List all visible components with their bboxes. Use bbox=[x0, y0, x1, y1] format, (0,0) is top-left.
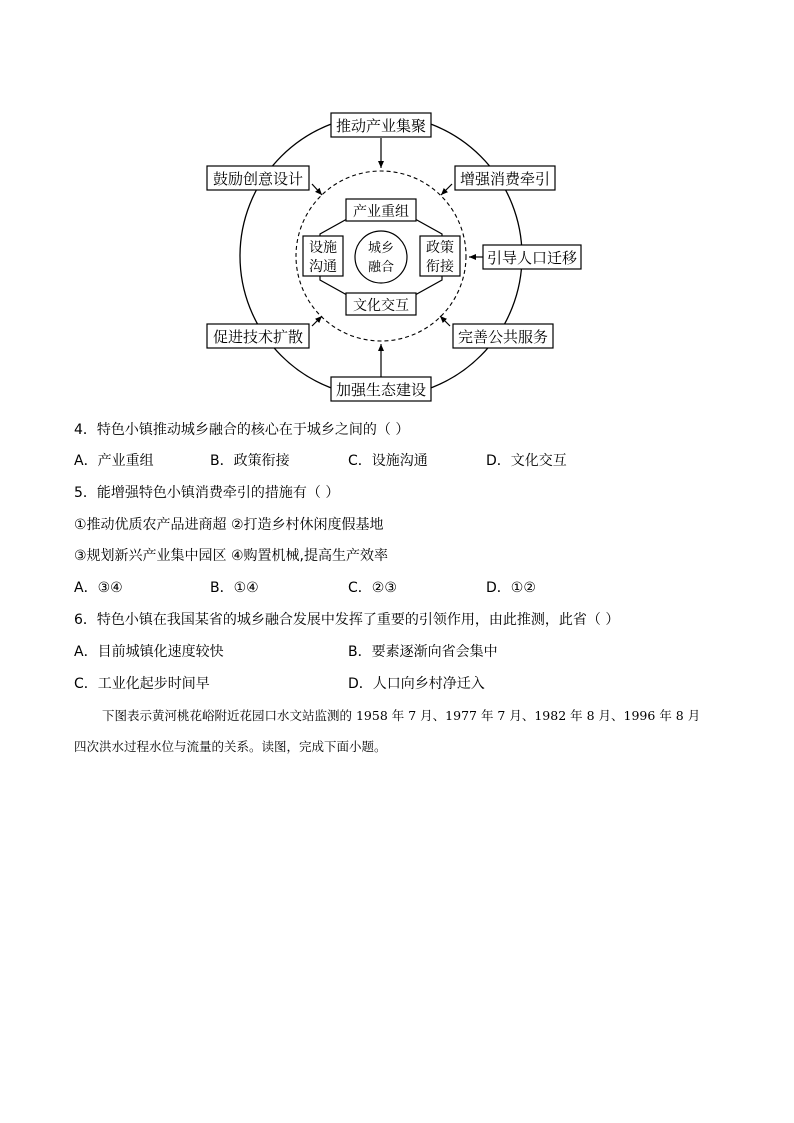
question-6-stem: 6．特色小镇在我国某省的城乡融合发展中发挥了重要的引领作用，由此推测，此省（ ） bbox=[74, 612, 620, 628]
question-6-option-d: D．人口向乡村净迁入 bbox=[348, 676, 485, 692]
center-label-2: 融合 bbox=[367, 260, 395, 275]
inner-label-left-2: 沟通 bbox=[309, 259, 337, 275]
question-5-statements-1: ①推动优质农产品进商超 ②打造乡村休闲度假基地 bbox=[74, 517, 384, 533]
label-bottom: 加强生态建设 bbox=[335, 381, 427, 399]
arrow-bottom-left bbox=[312, 316, 322, 326]
label-bottom-right: 完善公共服务 bbox=[457, 328, 549, 346]
label-top: 推动产业集聚 bbox=[335, 117, 427, 135]
next-section-intro-line2: 四次洪水过程水位与流量的关系。读图，完成下面小题。 bbox=[74, 739, 387, 754]
inner-label-left-1: 设施 bbox=[309, 240, 337, 256]
center-circle bbox=[355, 231, 407, 283]
inner-label-right-2: 衔接 bbox=[426, 259, 454, 275]
question-5-option-c: C．②③ bbox=[348, 580, 397, 596]
inner-label-bottom: 文化交互 bbox=[353, 298, 409, 314]
label-bottom-left: 促进技术扩散 bbox=[212, 328, 304, 346]
question-5-statements-2: ③规划新兴产业集中园区 ④购置机械,提高生产效率 bbox=[74, 548, 389, 564]
question-4-option-a: A．产业重组 bbox=[74, 453, 154, 469]
question-4-stem: 4．特色小镇推动城乡融合的核心在于城乡之间的（ ） bbox=[74, 422, 410, 438]
question-6-option-c: C．工业化起步时间早 bbox=[74, 676, 210, 692]
urban-rural-integration-diagram bbox=[0, 0, 794, 410]
label-top-left: 鼓励创意设计 bbox=[212, 170, 304, 188]
question-5-option-a: A．③④ bbox=[74, 580, 123, 596]
question-5-option-d: D．①② bbox=[486, 580, 536, 596]
question-4-option-d: D．文化交互 bbox=[486, 453, 567, 469]
label-top-right: 增强消费牵引 bbox=[459, 170, 551, 188]
question-4-option-b: B．政策衔接 bbox=[210, 453, 290, 469]
inner-label-top: 产业重组 bbox=[353, 204, 409, 220]
arrow-top-left bbox=[312, 184, 322, 195]
question-4-option-c: C．设施沟通 bbox=[348, 453, 428, 469]
question-6-option-a: A．目前城镇化速度较快 bbox=[74, 644, 224, 660]
label-right: 引导人口迁移 bbox=[486, 249, 578, 267]
inner-label-right-1: 政策 bbox=[426, 240, 454, 256]
center-label-1: 城乡 bbox=[367, 241, 395, 256]
next-section-intro-line1: 下图表示黄河桃花峪附近花园口水文站监测的 1958 年 7 月、1977 年 7 月、1982 年 8 月、1996 年 8 月 bbox=[102, 708, 701, 723]
question-6-option-b: B．要素逐渐向省会集中 bbox=[348, 644, 498, 660]
question-5-stem: 5．能增强特色小镇消费牵引的措施有（ ） bbox=[74, 485, 340, 501]
arrow-bottom-right bbox=[440, 316, 450, 326]
arrow-top-right bbox=[441, 184, 452, 195]
question-5-option-b: B．①④ bbox=[210, 580, 259, 596]
